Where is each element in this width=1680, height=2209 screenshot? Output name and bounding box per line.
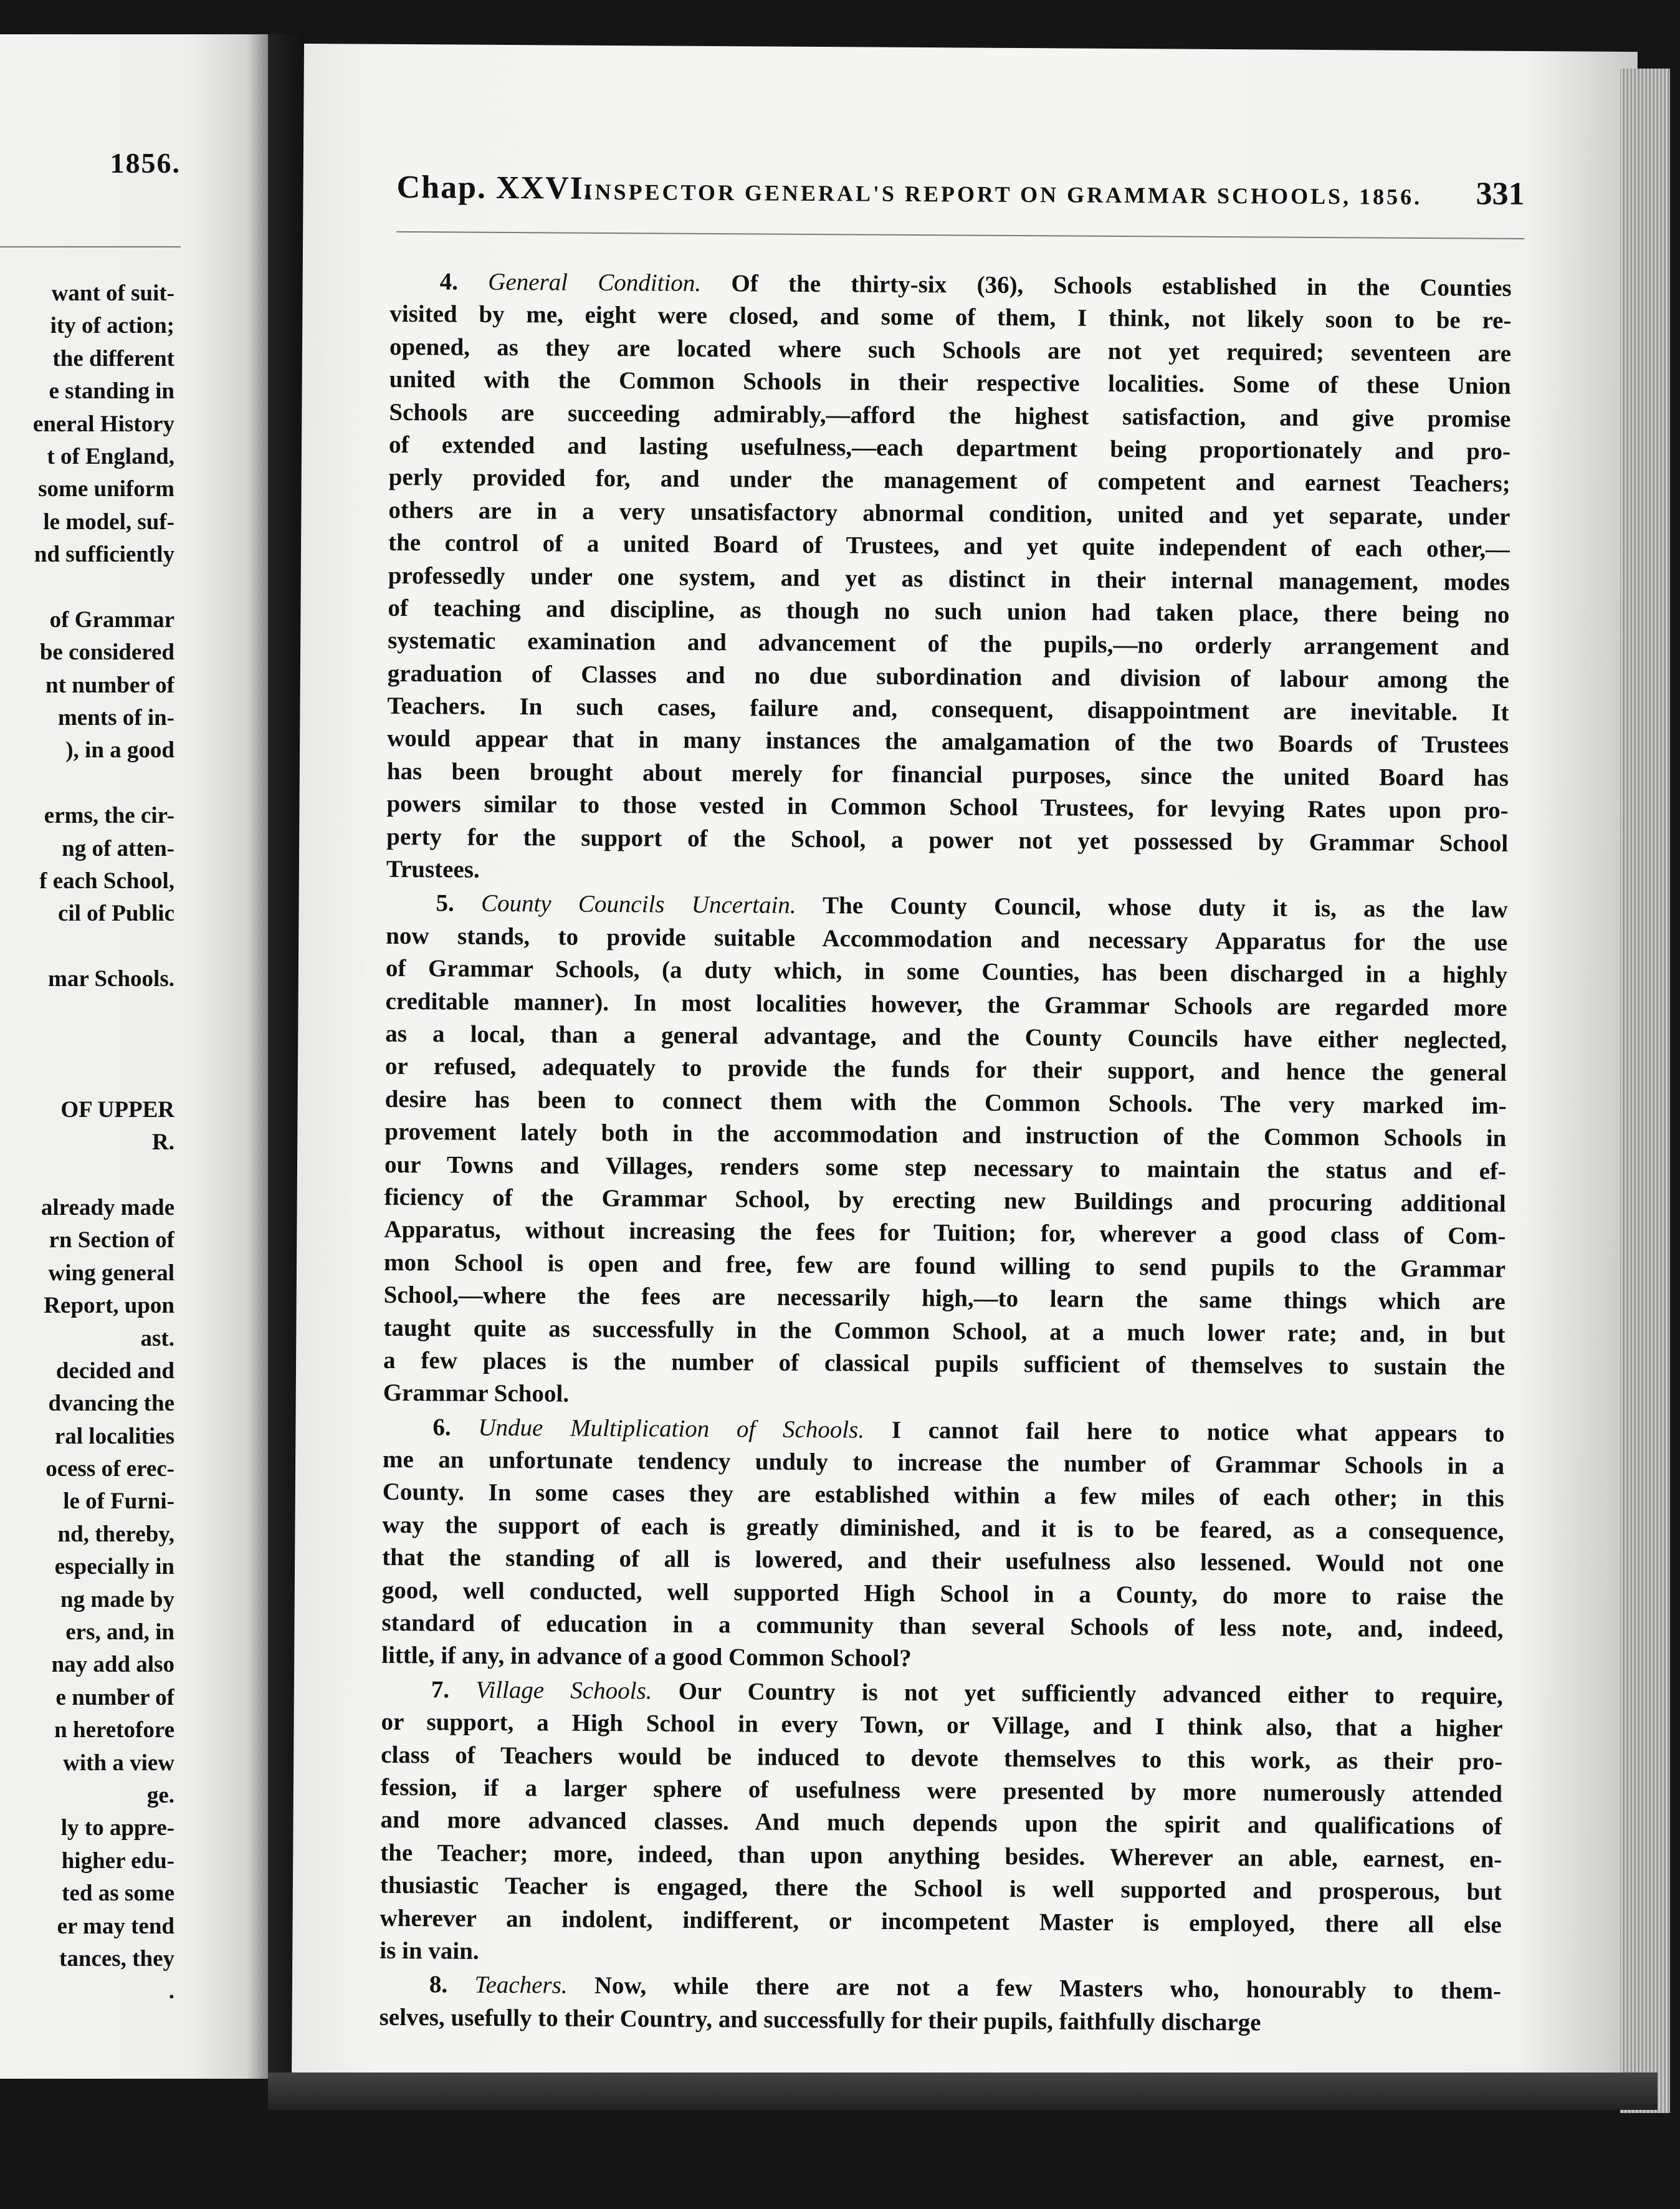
text-line: has been brought about merely for financial purposes, since the united Board has bbox=[386, 757, 1509, 792]
left-page-line bbox=[0, 1061, 174, 1093]
left-page-line: le of Furni- bbox=[63, 1488, 174, 1515]
text-line: selves, usefully to their Country, and successfully for their pupils, faithfully discharge bbox=[379, 2003, 1261, 2036]
line-text: The County Council, whose duty it is, as the law bbox=[822, 892, 1508, 924]
text-line: the Teacher; more, indeed, than upon anything besides. Wherever an able, earnest, en- bbox=[380, 1839, 1502, 1873]
text-line: Teachers. In such cases, failure and, consequent, disappointment are inevitable. It bbox=[387, 692, 1509, 726]
left-page-line bbox=[0, 996, 174, 1028]
left-page-line: wing general bbox=[48, 1260, 174, 1286]
page-edges bbox=[1620, 69, 1670, 2113]
left-page-line: ments of in- bbox=[57, 705, 174, 731]
paragraph-number: 4. bbox=[439, 268, 459, 295]
text-line: and more advanced classes. And much depends upon the spirit and qualifications of bbox=[380, 1806, 1502, 1841]
left-page-line: decided and bbox=[55, 1358, 174, 1384]
left-page-line: some uniform bbox=[38, 476, 174, 502]
text-line: ficiency of the Grammar School, by erecting new Buildings and procuring additional bbox=[384, 1183, 1506, 1217]
left-page-line: e number of bbox=[55, 1684, 174, 1710]
left-page-line: the different bbox=[52, 345, 174, 371]
line-text: Now, while there are not a few Masters who, honourably to them- bbox=[594, 1972, 1502, 2005]
text-line: of extended and lasting usefulness,—each department being proportionately and pro- bbox=[388, 431, 1511, 465]
left-page-line: cil of Public bbox=[57, 901, 174, 927]
left-page-line: especially in bbox=[54, 1554, 174, 1580]
text-line: Trustees. bbox=[386, 855, 480, 883]
text-line: good, well conducted, well supported High School in a County, do more to raise the bbox=[381, 1576, 1504, 1611]
text-line: a few places is the number of classical pupils sufficient of themselves to sustain the bbox=[383, 1346, 1506, 1381]
left-page-line: nay add also bbox=[51, 1652, 174, 1678]
left-page-line: of Grammar bbox=[49, 606, 174, 633]
right-page bbox=[292, 44, 1638, 2090]
left-page-line: erms, the cir- bbox=[44, 803, 174, 829]
text-line: desire has been to connect them with the Common Schools. The very marked im- bbox=[384, 1085, 1507, 1119]
text-line: County. In some cases they are established within a few miles of each other; in this bbox=[382, 1478, 1504, 1513]
text-line: thusiastic Teacher is engaged, there the School is well supported and prosperous, but bbox=[379, 1871, 1502, 1905]
text-line: Apparatus, without increasing the fees for Tuition; for, wherever a good class of Com- bbox=[384, 1216, 1506, 1250]
text-line: systematic examination and advancement of the pupils,—no orderly arrangement and bbox=[388, 627, 1510, 661]
paragraph-heading: Undue Multiplication of Schools. bbox=[478, 1414, 865, 1444]
left-page-line: n heretofore bbox=[54, 1717, 174, 1743]
text-line: of teaching and discipline, as though no such union had taken place, there being no bbox=[388, 594, 1510, 628]
left-page-line: ted as some bbox=[62, 1881, 174, 1907]
left-page-line: want of suit- bbox=[51, 280, 174, 306]
text-line: provement lately both in the accommodation and instruction of the Common Schools in bbox=[384, 1118, 1507, 1152]
paragraph-number: 5. bbox=[436, 889, 454, 917]
header-rule bbox=[396, 231, 1524, 239]
left-page-line bbox=[0, 767, 174, 800]
left-page-line: rn Section of bbox=[49, 1227, 174, 1253]
left-page-line: ers, and, in bbox=[65, 1619, 174, 1646]
text-line: mon School is open and free, few are found willing to send pupils to the Grammar bbox=[383, 1248, 1506, 1283]
line-text: I cannot fail here to notice what appears to bbox=[891, 1416, 1505, 1447]
text-line: that the standing of all is lowered, and their usefulness also lessened. Would not one bbox=[382, 1544, 1504, 1578]
text-line: now stands, to provide suitable Accommodation and necessary Apparatus for the use bbox=[386, 922, 1508, 956]
text-line: perty for the support of the School, a power not yet possessed by Grammar School bbox=[386, 823, 1509, 857]
left-page-line: ge. bbox=[146, 1782, 174, 1808]
left-page-line: . bbox=[168, 1978, 174, 2005]
left-page-line: already made bbox=[41, 1194, 174, 1220]
left-page-line: R. bbox=[152, 1129, 174, 1156]
line-text: Our Country is not yet sufficiently advanced either to require, bbox=[678, 1677, 1503, 1710]
left-page-line: f each School, bbox=[39, 868, 174, 894]
left-page-line: with a view bbox=[63, 1750, 174, 1776]
left-page-line: mar Schools. bbox=[48, 966, 174, 992]
text-line: others are in a very unsatisfactory abnormal condition, united and yet separate, under bbox=[388, 496, 1511, 530]
paragraph bbox=[383, 887, 1508, 1416]
paragraph-number: 8. bbox=[429, 1971, 448, 1998]
text-line: standard of education in a community than several Schools of less note, and, indeed, bbox=[381, 1609, 1504, 1643]
text-line: visited by me, eight were closed, and some of them, I think, not likely soon to be re- bbox=[389, 300, 1512, 335]
line-text: Of the thirty-six (36), Schools established in the Counties bbox=[731, 270, 1512, 302]
left-page-line: higher edu- bbox=[61, 1847, 174, 1874]
left-page-line bbox=[0, 931, 174, 963]
text-line: class of Teachers would be induced to devote themselves to this work, as their pro- bbox=[381, 1741, 1503, 1775]
left-page-line: ral localities bbox=[54, 1423, 174, 1449]
text-line: opened, as they are located where such Schools are not yet required; seventeen are bbox=[389, 333, 1512, 367]
left-page-line: dvancing the bbox=[48, 1391, 174, 1417]
text-line: taught quite as successfully in the Common School, at a much lower rate; and, in but bbox=[383, 1314, 1506, 1348]
left-page-line: er may tend bbox=[57, 1913, 174, 1939]
left-page-line: ity of action; bbox=[50, 313, 174, 339]
running-title: INSPECTOR GENERAL'S REPORT ON GRAMMAR SCHOOLS, 1856. bbox=[583, 179, 1423, 209]
text-line: professedly under one system, and yet as distinct in their internal management, modes bbox=[388, 562, 1510, 596]
paragraph bbox=[379, 1968, 1501, 2041]
text-line: Grammar School. bbox=[383, 1379, 570, 1407]
left-page bbox=[0, 34, 268, 2079]
paragraph bbox=[379, 1674, 1503, 1975]
left-page-line bbox=[0, 1028, 174, 1061]
text-line: School,—where the fees are necessarily high,—to learn the same things which are bbox=[383, 1281, 1506, 1315]
book-bottom-edge bbox=[268, 2072, 1658, 2110]
left-page-line: Report, upon bbox=[44, 1293, 174, 1319]
text-line: me an unfortunate tendency unduly to increase the number of Grammar Schools in a bbox=[382, 1445, 1505, 1480]
running-header bbox=[396, 169, 1524, 226]
text-line: is in vain. bbox=[379, 1937, 479, 1965]
paragraph-heading: County Councils Uncertain. bbox=[480, 890, 796, 919]
text-line: of Grammar Schools, (a duty which, in some Counties, has been discharged in a highly bbox=[385, 955, 1508, 989]
text-line: as a local, than a general advantage, and the County Councils have either neglected, bbox=[385, 1020, 1507, 1054]
report-body bbox=[379, 266, 1511, 2042]
left-page-line: nd sufficiently bbox=[34, 542, 174, 568]
text-line: united with the Common Schools in their respective localities. Some of these Union bbox=[389, 366, 1511, 400]
text-line: Schools are succeeding admirably,—afford the highest satisfaction, and give promise bbox=[389, 398, 1511, 433]
text-line: powers similar to those vested in Common School Trustees, for levying Rates upon pro- bbox=[386, 790, 1509, 825]
left-page-line: nd, thereby, bbox=[57, 1521, 174, 1547]
paragraph bbox=[381, 1411, 1505, 1679]
left-page-line: OF UPPER bbox=[60, 1096, 174, 1123]
paragraph-heading: Teachers. bbox=[474, 1972, 568, 1999]
left-page-line: t of England, bbox=[47, 443, 174, 469]
text-line: way the support of each is greatly diminished, and it is to be feared, as a consequence, bbox=[382, 1511, 1504, 1545]
left-page-line bbox=[0, 1159, 174, 1192]
text-line: little, if any, in advance of a good Common School? bbox=[381, 1642, 912, 1672]
text-line: creditable manner). In most localities however, the Grammar Schools are regarded more bbox=[385, 987, 1507, 1022]
text-line: our Towns and Villages, renders some step necessary to maintain the status and ef- bbox=[384, 1151, 1507, 1185]
text-line: or refused, adequately to provide the funds for their support, and hence the general bbox=[384, 1053, 1507, 1087]
left-page-text bbox=[0, 277, 174, 2008]
left-page-line: ast. bbox=[140, 1325, 174, 1351]
left-page-line: be considered bbox=[39, 640, 174, 666]
text-line: the control of a united Board of Trustees, and yet quite independent of each other,— bbox=[388, 529, 1511, 563]
text-line: would appear that in many instances the amalgamation of the two Boards of Trustees bbox=[387, 725, 1509, 759]
text-line: perly provided for, and under the management of competent and earnest Teachers; bbox=[388, 464, 1511, 498]
text-line: fession, if a larger sphere of usefulness were presented by more numerously attended bbox=[380, 1773, 1503, 1808]
text-line: wherever an indolent, indifferent, or incompetent Master is employed, there all else bbox=[379, 1904, 1502, 1938]
paragraph-number: 6. bbox=[432, 1413, 451, 1441]
text-line: graduation of Classes and no due subordination and division of labour among the bbox=[387, 659, 1509, 694]
left-page-rule bbox=[0, 246, 181, 247]
left-page-line: e standing in bbox=[49, 378, 174, 405]
paragraph bbox=[386, 266, 1512, 893]
left-page-line: nt number of bbox=[45, 672, 174, 698]
paragraph-heading: General Condition. bbox=[488, 268, 702, 297]
left-page-line: tances, they bbox=[59, 1945, 174, 1972]
page-number: 331 bbox=[1476, 176, 1525, 212]
left-page-line: ocess of erec- bbox=[45, 1456, 174, 1482]
left-page-line: eneral History bbox=[32, 411, 174, 437]
left-page-line: ), in a good bbox=[65, 737, 174, 764]
left-page-line bbox=[0, 572, 174, 604]
text-line: or support, a High School in every Town, or Village, and I think also, that a higher bbox=[381, 1708, 1503, 1742]
paragraph-heading: Village Schools. bbox=[475, 1676, 652, 1705]
left-page-line: le model, suf- bbox=[43, 509, 174, 535]
left-page-line: ng of atten- bbox=[62, 835, 174, 861]
left-page-line: ly to appre- bbox=[60, 1815, 174, 1841]
chapter-label: Chap. XXVI. bbox=[396, 169, 594, 206]
left-page-line: ng made by bbox=[60, 1586, 174, 1612]
paragraph-number: 7. bbox=[431, 1676, 450, 1703]
left-page-header: 1856. bbox=[110, 147, 181, 179]
